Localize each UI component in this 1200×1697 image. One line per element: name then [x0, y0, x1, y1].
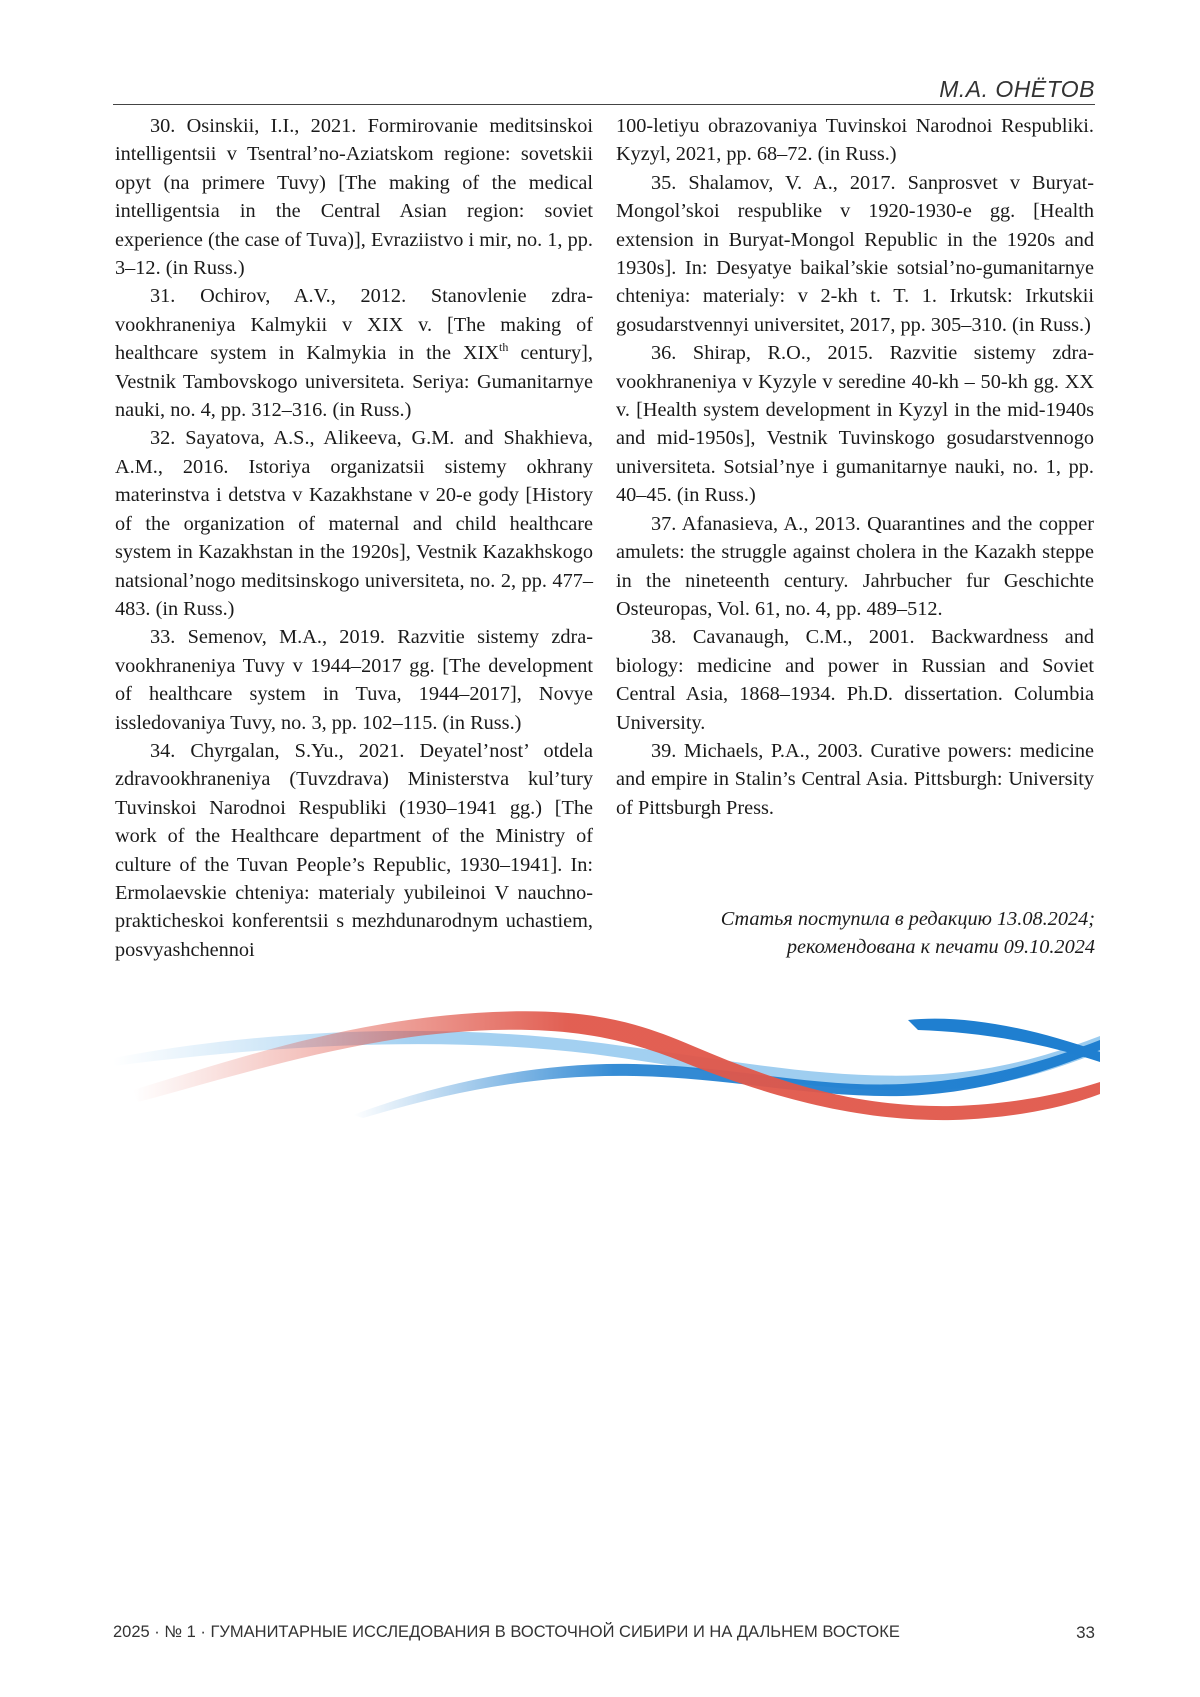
received-date: Статья поступила в редакцию 13.08.2024; [720, 908, 1095, 930]
reference-34-continued: 100-letiyu obrazovaniya Tuvinskoi Narodnoi Respubliki. Kyzyl, 2021, pp. 68–72. (in Russ.) [616, 115, 1094, 166]
reference-31 [115, 282, 593, 424]
reference-37: 37. Afanasieva, A., 2013. Quarantines and the copper amulets: the struggle against cholera in the Kazakh steppe in the nineteenth century. Jahrbucher fur Geschichte Osteuropas, Vol. 61, no. 4, pp. 489–512. [616, 512, 1094, 620]
journal-title: 2025 · № 1 · ГУМАНИТАРНЫЕ ИССЛЕДОВАНИЯ В ВОСТОЧНОЙ СИБИРИ И НА ДАЛЬНЕМ ВОСТОКЕ [113, 1623, 900, 1641]
reference-38: 38. Cavanaugh, C.M., 2001. Backwardness and biology: medicine and power in Russian and Soviet Central Asia, 1868–1934. Ph.D. dissertation. Columbia University. [616, 626, 1094, 734]
reference-30: 30. Osinskii, I.I., 2021. Formirovanie meditsinskoi intelligentsii v Tsentral’no-Aziatskom regione: sovetskii opyt (na primere Tuvy) [The making of the medical intelligentsia in the Central Asian region: soviet experience (the case of Tuva)], Evraziistvo i mir, no. 1, pp. 3–12. (in Russ.) [115, 115, 593, 280]
reference-34: 34. Chyrgalan, S.Yu., 2021. Deyatel’nost’ otdela zdravookhraneniya (Tuvzdrava) Ministerstva kul’tury Tuvinskoi Narodnoi Respubliki (1930–1941 gg.) [The work of the Healthcare department of the Ministry of culture of the Tuvan People’s Republic, 1930–1941]. In: Ermolaevskie chteniya: materialy yubileinoi V nauchno-prakticheskoi konferentsii s mezhdunarodnym uchastiem, posvyashchennoi [115, 739, 593, 961]
reference-36: 36. Shirap, R.O., 2015. Razvitie sistemy zdravookhraneniya v Kyzyle v seredine 40-kh – 50-kh gg. XX v. [Health system development in Kyzyl in the mid-1940s and mid-1950s], Vestnik Tuvinskogo gosudarstvennogo universiteta. Sotsial’nye i gumanitarnye nauki, no. 1, pp. 40–45. (in Russ.) [616, 342, 1094, 507]
reference-35: 35. Shalamov, V. A., 2017. Sanprosvet v Buryat-Mongol’skoi respublike v 1920-1930-e gg. [Health extension in Buryat-Mongol Republic in the 1920s and 1930s]. In: Desyatye baikal’skie sotsial’no-gumanitarnye chteniya: materialy: v 2-kh t. T. 1. Irkutsk: Irkutskii gosudarstvennyi universitet, 2017, pp. 305–310. (in Russ.) [616, 171, 1094, 336]
references-right-column [616, 112, 1094, 822]
references-left-column [115, 112, 593, 964]
reference-39: 39. Michaels, P.A., 2003. Curative powers: medicine and empire in Stalin’s Central Asia. Pittsburgh: University of Pittsburgh Press. [616, 739, 1094, 819]
reference-33: 33. Semenov, M.A., 2019. Razvitie sistemy zdravookhraneniya Tuvy v 1944–2017 gg. [The development of healthcare system in Tuva, 1944–2017], Novye issledovaniya Tuvy, no. 3, pp. 102–115. (in Russ.) [115, 626, 593, 734]
decorative-wave-ribbon [113, 990, 1100, 1125]
page-number: 33 [1076, 1623, 1095, 1642]
page-footer [113, 1623, 1095, 1643]
running-head-author: М.А. ОНЁТОВ [939, 76, 1095, 102]
header-rule [113, 104, 1095, 105]
reference-31-text-b: century], Vestnik Tambovskogo universiteta. Seriya: Gumanitarnye nauki, no. 4, pp. 312–316. (in Russ.) [115, 342, 593, 422]
article-received-note [721, 905, 1095, 962]
recommended-date: рекомендована к печати 09.10.2024 [786, 936, 1095, 959]
reference-31-text-a: 31. Ochirov, A.V., 2012. Stanovlenie zdravookhraneniya Kalmykii v XIX v. [The making of healthcare system in Kalmykia in the XIX [115, 285, 593, 365]
reference-31-sup: th [499, 340, 509, 355]
reference-32: 32. Sayatova, A.S., Alikeeva, G.M. and Shakhieva, A.M., 2016. Istoriya organizatsii sistemy okhrany materinstva i detstva v Kazakhstane v 20-e gody [History of the organization of maternal and child healthcare system in Kazakhstan in the 1920s], Vestnik Kazakhskogo natsional’nogo meditsinskogo universiteta, no. 2, pp. 477–483. (in Russ.) [115, 427, 593, 620]
